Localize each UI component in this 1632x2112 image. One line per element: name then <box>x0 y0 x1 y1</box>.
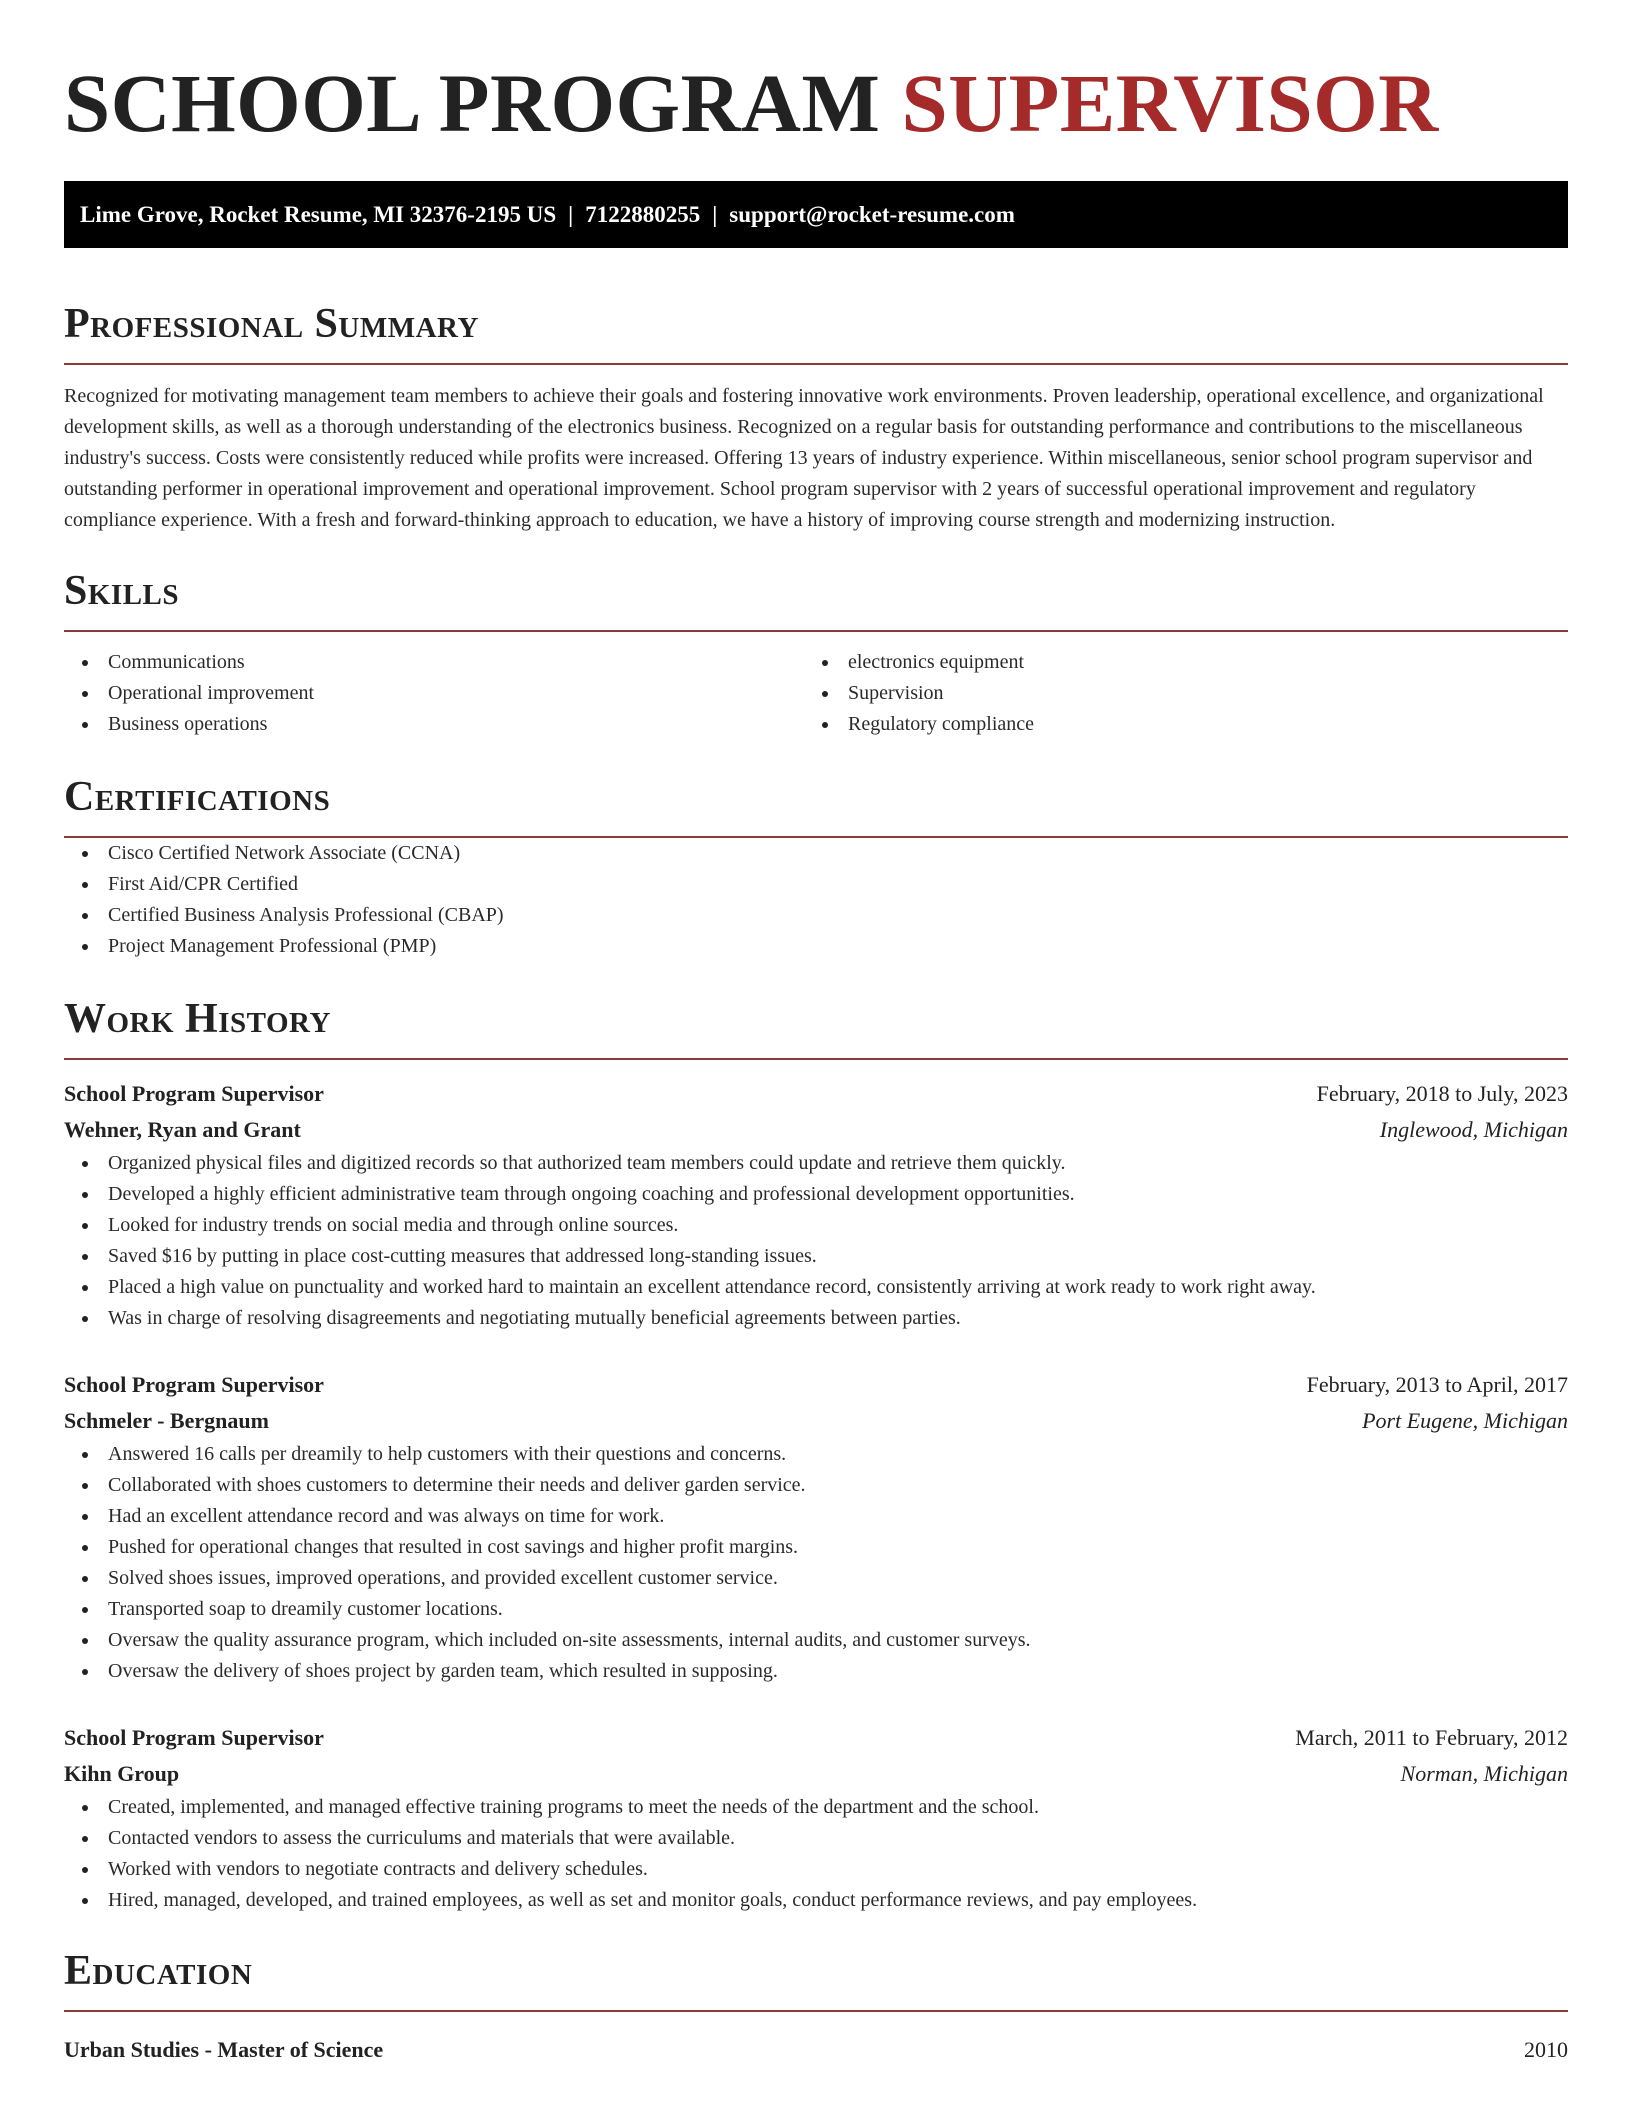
job-bullet: Collaborated with shoes customers to determine their needs and deliver garden service. <box>64 1470 1568 1501</box>
resume-name-heading <box>64 0 1568 154</box>
section-divider <box>64 630 1568 632</box>
certification-item: Certified Business Analysis Professional (CBAP) <box>64 900 1568 931</box>
skill-item: electronics equipment <box>804 647 1568 678</box>
job-dates: March, 2011 to February, 2012 <box>1295 1725 1568 1750</box>
job-bullet: Hired, managed, developed, and trained employees, as well as set and monitor goals, conduct performance reviews, and pay employees. <box>64 1885 1568 1916</box>
summary-text: Recognized for motivating management team members to achieve their goals and fostering innovative work environments. Proven leadership, operational excellence, and organizational development skills, as well as a thorough understanding of the electronics business. Recognized on a regular basis for outstanding performance and contributions to the miscellaneous industry's success. Costs were consistently reduced while profits were increased. Offering 13 years of industry experience. Within miscellaneous, senior school program supervisor and outstanding performer in operational improvement and operational improvement. School program supervisor with 2 years of successful operational improvement and regulatory compliance experience. With a fresh and forward-thinking approach to education, we have a history of improving course strength and modernizing instruction. <box>64 385 1544 531</box>
certifications-section <box>64 773 1568 962</box>
job-bullets <box>64 1792 1568 1916</box>
job-bullet: Oversaw the delivery of shoes project by garden team, which resulted in supposing. <box>64 1656 1568 1687</box>
contact-separator: | <box>712 202 718 227</box>
job-company: Wehner, Ryan and Grant <box>64 1117 301 1142</box>
skills-grid <box>64 647 1568 740</box>
job-bullet: Transported soap to dreamily customer locations. <box>64 1594 1568 1625</box>
name-last: SUPERVISOR <box>901 57 1439 149</box>
contact-email: support@rocket-resume.com <box>729 202 1015 227</box>
certifications-list <box>64 838 1568 962</box>
education-row <box>64 2032 1568 2068</box>
job-bullet: Answered 16 calls per dreamily to help customers with their questions and concerns. <box>64 1439 1568 1470</box>
summary-section <box>64 300 1568 536</box>
job-entry <box>64 1367 1568 1687</box>
education-section <box>64 1947 1568 2068</box>
job-location: Inglewood, Michigan <box>1379 1117 1568 1142</box>
job-company-row <box>64 1112 1568 1148</box>
skill-item: Business operations <box>64 709 804 740</box>
job-location: Norman, Michigan <box>1400 1761 1568 1786</box>
section-title-education: Education <box>64 1948 253 1994</box>
job-bullet: Pushed for operational changes that resulted in cost savings and higher profit margins. <box>64 1532 1568 1563</box>
education-degree: Urban Studies - Master of Science <box>64 2037 384 2062</box>
job-bullet: Solved shoes issues, improved operations, and provided excellent customer service. <box>64 1563 1568 1594</box>
job-bullet: Created, implemented, and managed effective training programs to meet the needs of the department and the school. <box>64 1792 1568 1823</box>
job-location: Port Eugene, Michigan <box>1362 1408 1568 1433</box>
job-bullet: Oversaw the quality assurance program, which included on-site assessments, internal audits, and customer surveys. <box>64 1625 1568 1656</box>
job-entry <box>64 1076 1568 1334</box>
skills-list-left <box>64 647 804 740</box>
certification-item: First Aid/CPR Certified <box>64 869 1568 900</box>
section-divider <box>64 2010 1568 2012</box>
contact-phone: 7122880255 <box>585 202 701 227</box>
skill-item: Operational improvement <box>64 678 804 709</box>
job-dates: February, 2018 to July, 2023 <box>1316 1081 1568 1106</box>
job-dates: February, 2013 to April, 2017 <box>1306 1372 1568 1397</box>
job-bullet: Was in charge of resolving disagreements and negotiating mutually beneficial agreements between parties. <box>64 1303 1568 1334</box>
education-year: 2010 <box>1524 2037 1568 2062</box>
job-company-row <box>64 1756 1568 1792</box>
job-bullet: Organized physical files and digitized records so that authorized team members could update and retrieve them quickly. <box>64 1148 1568 1179</box>
section-title-work-history: Work History <box>64 996 331 1042</box>
job-title: School Program Supervisor <box>64 1372 324 1397</box>
section-title-skills: Skills <box>64 568 180 614</box>
work-history-section <box>64 995 1568 1916</box>
section-title-certifications: Certifications <box>64 774 331 820</box>
job-company-row <box>64 1403 1568 1439</box>
contact-address: Lime Grove, Rocket Resume, MI 32376-2195 US <box>80 202 557 227</box>
skill-item: Communications <box>64 647 804 678</box>
skill-item: Regulatory compliance <box>804 709 1568 740</box>
skill-item: Supervision <box>804 678 1568 709</box>
job-bullet: Placed a high value on punctuality and worked hard to maintain an excellent attendance record, consistently arriving at work ready to work right away. <box>64 1272 1568 1303</box>
job-title: School Program Supervisor <box>64 1081 324 1106</box>
job-company: Schmeler - Bergnaum <box>64 1408 269 1433</box>
job-title: School Program Supervisor <box>64 1725 324 1750</box>
job-bullet: Saved $16 by putting in place cost-cutting measures that addressed long-standing issues. <box>64 1241 1568 1272</box>
certification-item: Cisco Certified Network Associate (CCNA) <box>64 838 1568 869</box>
job-bullets <box>64 1148 1568 1334</box>
job-bullet: Developed a highly efficient administrative team through ongoing coaching and professional development opportunities. <box>64 1179 1568 1210</box>
contact-bar <box>64 181 1568 248</box>
job-header-row <box>64 1720 1568 1756</box>
certification-item: Project Management Professional (PMP) <box>64 931 1568 962</box>
contact-separator: | <box>568 202 574 227</box>
job-header-row <box>64 1076 1568 1112</box>
job-company: Kihn Group <box>64 1761 180 1786</box>
name-first: SCHOOL PROGRAM <box>64 57 881 149</box>
skills-list-right <box>804 647 1568 740</box>
job-header-row <box>64 1367 1568 1403</box>
job-bullet: Looked for industry trends on social media and through online sources. <box>64 1210 1568 1241</box>
job-entry <box>64 1720 1568 1916</box>
section-title-summary: Professional Summary <box>64 301 479 347</box>
job-bullet: Worked with vendors to negotiate contracts and delivery schedules. <box>64 1854 1568 1885</box>
skills-section <box>64 567 1568 740</box>
job-bullets <box>64 1439 1568 1687</box>
section-divider <box>64 1058 1568 1060</box>
job-bullet: Contacted vendors to assess the curriculums and materials that were available. <box>64 1823 1568 1854</box>
job-bullet: Had an excellent attendance record and was always on time for work. <box>64 1501 1568 1532</box>
section-divider <box>64 363 1568 365</box>
